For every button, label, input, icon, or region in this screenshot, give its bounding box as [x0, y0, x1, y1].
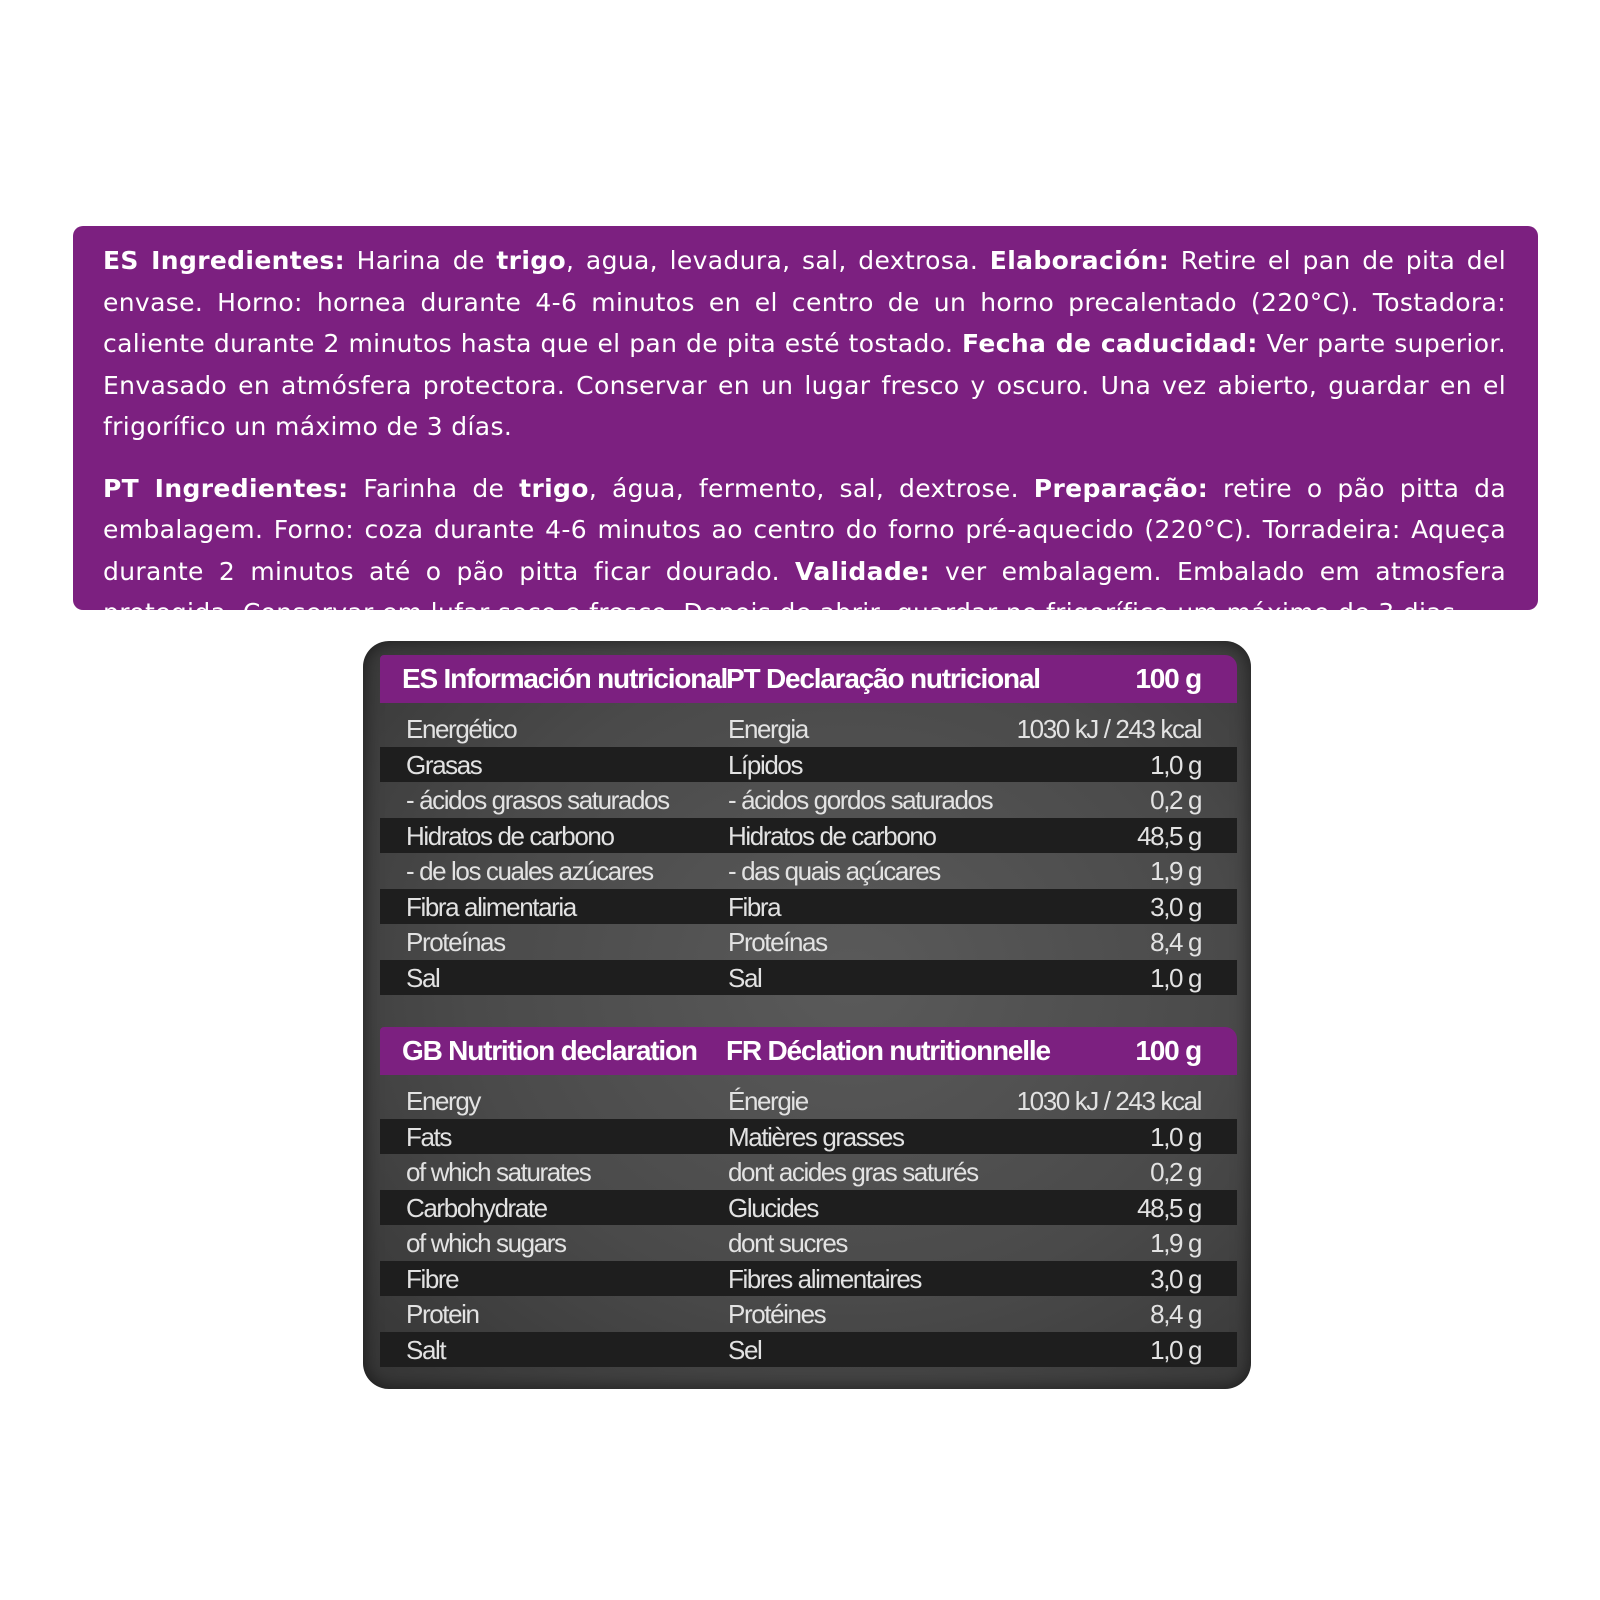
table-row [380, 818, 1237, 854]
table-row [380, 1119, 1237, 1155]
nutrient-name-translated: Protéines [728, 1299, 826, 1329]
bold-label: ES Ingredientes: [103, 246, 345, 275]
text-segment: , água, fermento, sal, dextrose. [588, 473, 1034, 503]
table-rows [380, 711, 1237, 995]
nutrient-value: 48,5 g [1137, 820, 1201, 851]
nutrient-name-translated: Lípidos [728, 749, 803, 780]
nutrient-value: 3,0 g [1150, 1263, 1201, 1294]
ingredients-panel [73, 226, 1538, 627]
bold-label: PT Ingredientes: [103, 473, 349, 503]
table-row [380, 960, 1237, 996]
table-row [380, 1332, 1237, 1368]
table-row [380, 924, 1237, 960]
nutrient-name: Energy [406, 1086, 480, 1116]
nutrient-name-translated: Énergie [728, 1086, 808, 1116]
bold-label: trigo [519, 473, 589, 503]
bold-label: Preparação: [1033, 473, 1209, 503]
nutrient-name: Fats [406, 1121, 451, 1152]
table-row [380, 889, 1237, 925]
nutrient-name-translated: Proteínas [728, 927, 827, 957]
ingredients-pt-paragraph [103, 468, 1506, 634]
nutrition-panel [363, 641, 1251, 1389]
nutrient-value: 1,0 g [1150, 1121, 1201, 1152]
nutrient-value: 1,0 g [1150, 749, 1201, 780]
header-gb-label: GB Nutrition declaration [402, 1035, 697, 1066]
table-row [380, 711, 1237, 747]
table-header [380, 1027, 1237, 1075]
nutrient-value: 1030 kJ / 243 kcal [1016, 1086, 1201, 1116]
ingredients-es-paragraph [103, 240, 1506, 448]
nutrient-value: 1030 kJ / 243 kcal [1016, 714, 1201, 744]
nutrient-name: of which sugars [406, 1228, 566, 1258]
header-per-100g: 100 g [1135, 1035, 1201, 1066]
nutrient-value: 0,2 g [1150, 1157, 1201, 1187]
nutrient-name-translated: Glucides [728, 1192, 818, 1223]
nutrient-name: Sal [406, 962, 440, 993]
nutrient-name: Carbohydrate [406, 1192, 547, 1223]
nutrient-value: 0,2 g [1150, 785, 1201, 815]
text-segment: Retire el pan de pita del envase. Horno: hornea durante 4-6 minutos en el centro de un horno precalentado (220°C). Tostadora: caliente durante 2 minutos hasta que el pan de pita esté tostado. [103, 246, 1506, 358]
table-row [380, 782, 1237, 818]
bold-label: Elaboración: [989, 246, 1170, 275]
nutrient-name: Energético [406, 714, 517, 744]
table-row [380, 1154, 1237, 1190]
bold-label: Fecha de caducidad: [962, 329, 1258, 358]
nutrient-name-translated: Energia [728, 714, 808, 744]
text-segment: retire o pão pitta da embalagem. Forno: coza durante 4-6 minutos ao centro do forno pré-aquecido (220°C). Torradeira: Aqueça durante 2 minutos até o pão pitta ficar dourado. [103, 473, 1506, 586]
nutrient-value: 3,0 g [1150, 891, 1201, 922]
nutrient-value: 1,9 g [1150, 856, 1201, 886]
table-row [380, 1190, 1237, 1226]
nutrient-name-translated: Sal [728, 962, 762, 993]
nutrient-value: 48,5 g [1137, 1192, 1201, 1223]
header-fr-label: FR Déclation nutritionnelle [726, 1035, 1050, 1066]
nutrient-name-translated: - das quais açúcares [728, 856, 940, 886]
text-segment: ver embalagem. Embalado em atmosfera protegida. Conservar em lufar seco e fresco. Depois de abrir, guardar no frigorífico um máximo de 3 dias. [103, 556, 1506, 627]
nutrient-name: - de los cuales azúcares [406, 856, 653, 886]
nutrient-name: Fibra alimentaria [406, 891, 576, 922]
nutrient-value: 1,0 g [1150, 962, 1201, 993]
nutrient-value: 1,9 g [1150, 1228, 1201, 1258]
nutrient-value: 8,4 g [1150, 1299, 1201, 1329]
nutrient-name-translated: dont acides gras saturés [728, 1157, 978, 1187]
nutrient-name-translated: Matières grasses [728, 1121, 904, 1152]
nutrient-name-translated: Sel [728, 1334, 762, 1365]
nutrient-name: - ácidos grasos saturados [406, 785, 669, 815]
text-segment: , agua, levadura, sal, dextrosa. [566, 246, 990, 275]
text-segment: Farinha de [348, 473, 520, 503]
nutrient-name: Protein [406, 1299, 479, 1329]
table-row [380, 1261, 1237, 1297]
nutrient-name: Proteínas [406, 927, 505, 957]
header-pt-label: PT Declaração nutricional [726, 663, 1040, 694]
table-header [380, 655, 1237, 703]
nutrient-name: of which saturates [406, 1157, 591, 1187]
table-row [380, 1083, 1237, 1119]
bold-label: trigo [496, 246, 567, 275]
text-segment: Ver parte superior. Envasado en atmósfera protectora. Conservar en un lugar fresco y oscuro. Una vez abierto, guardar en el frigorífico un máximo de 3 días. [103, 329, 1506, 441]
nutrient-name-translated: - ácidos gordos saturados [728, 785, 993, 815]
nutrient-value: 1,0 g [1150, 1334, 1201, 1365]
nutrient-name: Grasas [406, 749, 482, 780]
table-row [380, 853, 1237, 889]
header-es-label: ES Información nutricional [402, 663, 728, 694]
nutrient-name: Fibre [406, 1263, 459, 1294]
nutrition-table-es-pt [380, 655, 1237, 995]
table-rows [380, 1083, 1237, 1367]
nutrition-table-gb-fr [380, 1027, 1237, 1367]
header-per-100g: 100 g [1135, 663, 1201, 694]
nutrient-name: Salt [406, 1334, 446, 1365]
table-row [380, 1296, 1237, 1332]
nutrient-name-translated: Fibres alimentaires [728, 1263, 922, 1294]
bold-label: Validade: [795, 556, 930, 586]
nutrient-value: 8,4 g [1150, 927, 1201, 957]
text-segment: Harina de [344, 246, 497, 275]
nutrient-name-translated: Hidratos de carbono [728, 820, 936, 851]
table-row [380, 747, 1237, 783]
table-row [380, 1225, 1237, 1261]
nutrient-name: Hidratos de carbono [406, 820, 614, 851]
nutrient-name-translated: dont sucres [728, 1228, 848, 1258]
nutrient-name-translated: Fibra [728, 891, 781, 922]
